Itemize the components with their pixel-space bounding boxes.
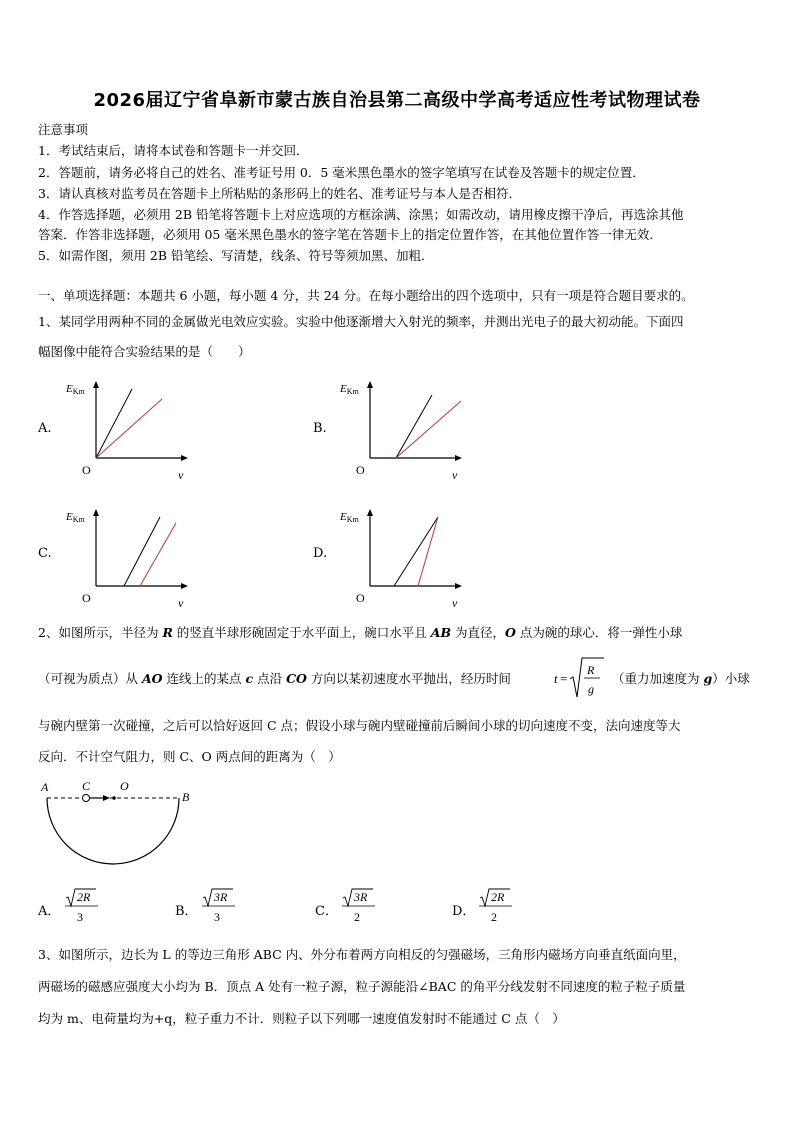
notice-heading: 注意事项 [38, 122, 89, 137]
origin-label: O [82, 463, 91, 477]
formula-numerator: R [587, 663, 595, 677]
option-radicand: 2R [77, 890, 91, 904]
q2-stem-line1: 2、如图所示，半径为 R 的竖直半球形碗固定于水平面上，碗口水平且 AB 为直径，O 点为碗的球心．将一弹性小球 [38, 625, 683, 640]
velocity-arrow [103, 795, 110, 801]
graph-line-metal1 [124, 517, 160, 586]
axis-x-label: ν [452, 596, 458, 610]
q1-graph-d [336, 503, 476, 613]
q2-option-d[interactable] [452, 886, 572, 926]
q2-stem-line2-tail: （重力加速度为 g）小球 [612, 671, 750, 686]
point-c-label: C [82, 779, 91, 793]
q1-stem-line2: 幅图像中能符合实验结果的是（ ） [38, 344, 251, 359]
graph-line-metal2 [418, 517, 438, 586]
q1-option-d-label[interactable]: D. [313, 546, 328, 561]
origin-label: O [356, 463, 365, 477]
q2-stem-line2: （可视为质点）从 AO 连线上的某点 c 点沿 CO 方向以某初速度水平抛出，经历时间 [38, 671, 511, 686]
formula-denominator: g [588, 682, 594, 696]
option-denominator: 2 [491, 910, 497, 924]
axis-y-label: EKm [340, 383, 359, 396]
point-a-label: A [41, 780, 49, 794]
q1-option-b-label[interactable]: B. [313, 421, 327, 436]
graph-line-metal1 [396, 395, 432, 458]
option-radicand: 3R [354, 890, 368, 904]
q3-stem-line2: 两磁场的磁感应强度大小均为 B．顶点 A 处有一粒子源，粒子源能沿∠BAC 的角平分线发射不同速度的粒子粒子质量 [38, 979, 686, 994]
q1-stem-line1: 1、某同学用两种不同的金属做光电效应实验。实验中他逐渐增大入射光的频率，并测出光电子的最大初动能。下面四 [38, 314, 684, 329]
bowl-arc [47, 798, 179, 864]
section-heading: 一、单项选择题：本题共 6 小题，每小题 4 分，共 24 分。在每小题给出的四个选项中，只有一项是符合题目要求的。 [38, 288, 694, 303]
origin-label: O [82, 591, 91, 605]
q1-option-a-label[interactable]: A. [38, 421, 52, 436]
notice-item: 2．答题前，请务必将自己的姓名、准考证号用 0．5 毫米黑色墨水的签字笔填写在试卷及答题卡的规定位置． [38, 165, 645, 180]
point-o-label: O [120, 779, 129, 793]
q2-stem-line4: 反向．不计空气阻力，则 C、O 两点间的距离为（ ） [38, 749, 341, 764]
option-denominator: 2 [354, 910, 360, 924]
option-label: B． [175, 904, 198, 919]
q2-stem-line3: 与碗内壁第一次碰撞，之后可以恰好返回 C 点；假设小球与碗内壁碰撞前后瞬间小球的切向速度不变，法向速度等大 [38, 718, 681, 733]
q3-stem-line3: 均为 m、电荷量均为+q，粒子重力不计．则粒子以下列哪一速度值发射时不能通过 C 点（ ） [38, 1011, 565, 1026]
option-label: C． [315, 904, 338, 919]
graph-line-metal2 [396, 401, 461, 458]
q2-time-formula [552, 652, 612, 702]
notice-item: 5．如需作图，须用 2B 铅笔绘、写清楚，线条、符号等须加黑、加粗． [38, 248, 434, 263]
q2-option-a[interactable] [38, 886, 158, 926]
formula-t: t [554, 671, 558, 686]
option-label: D． [452, 904, 476, 919]
q3-stem-line1: 3、如图所示，边长为 L 的等边三角形 ABC 内、外分布着两方向相反的匀强磁场，三角形内磁场方向垂直纸面向里， [38, 947, 686, 962]
axis-x-label: ν [178, 468, 184, 482]
q1-graph-a [62, 375, 202, 485]
ball [83, 795, 90, 802]
origin-label: O [356, 591, 365, 605]
formula-equals: = [560, 671, 568, 686]
graph-line-metal2 [140, 523, 176, 586]
option-radicand: 3R [214, 890, 228, 904]
q1-graph-b [336, 375, 476, 485]
point-b-label: B [182, 790, 190, 804]
axis-y-label: EKm [66, 511, 85, 524]
option-denominator: 3 [214, 910, 220, 924]
notice-item: 4．作答选择题，必须用 2B 铅笔将答题卡上对应选项的方框涂满、涂黑；如需改动，请用橡皮擦干净后，再选涂其他 [38, 207, 684, 222]
option-radicand: 2R [491, 890, 505, 904]
page-title: 2026届辽宁省阜新市蒙古族自治县第二高级中学高考适应性考试物理试卷 [93, 90, 701, 111]
notice-item: 答案．作答非选择题，必须用 05 毫米黑色墨水的签字笔在答题卡上的指定位置作答，在其他位置作答一律无效． [38, 227, 662, 242]
option-label: A． [38, 904, 61, 919]
axis-y-label: EKm [340, 511, 359, 524]
notice-item: 3．请认真核对监考员在答题卡上所粘贴的条形码上的姓名、准考证号与本人是否相符． [38, 186, 521, 201]
axis-x-label: ν [178, 596, 184, 610]
option-denominator: 3 [77, 910, 83, 924]
notice-item: 1．考试结束后，请将本试卷和答题卡一并交回． [38, 143, 309, 158]
graph-line-metal1 [96, 389, 132, 458]
q2-option-b[interactable] [175, 886, 295, 926]
graph-line-metal1 [394, 517, 438, 586]
graph-line-metal2 [96, 399, 162, 458]
q2-option-c[interactable] [315, 886, 435, 926]
axis-y-label: EKm [66, 383, 85, 396]
axis-x-label: ν [452, 468, 458, 482]
q1-option-c-label[interactable]: C. [38, 546, 52, 561]
q2-bowl-figure [36, 776, 206, 874]
q1-graph-c [62, 503, 202, 613]
center-o [112, 796, 116, 800]
